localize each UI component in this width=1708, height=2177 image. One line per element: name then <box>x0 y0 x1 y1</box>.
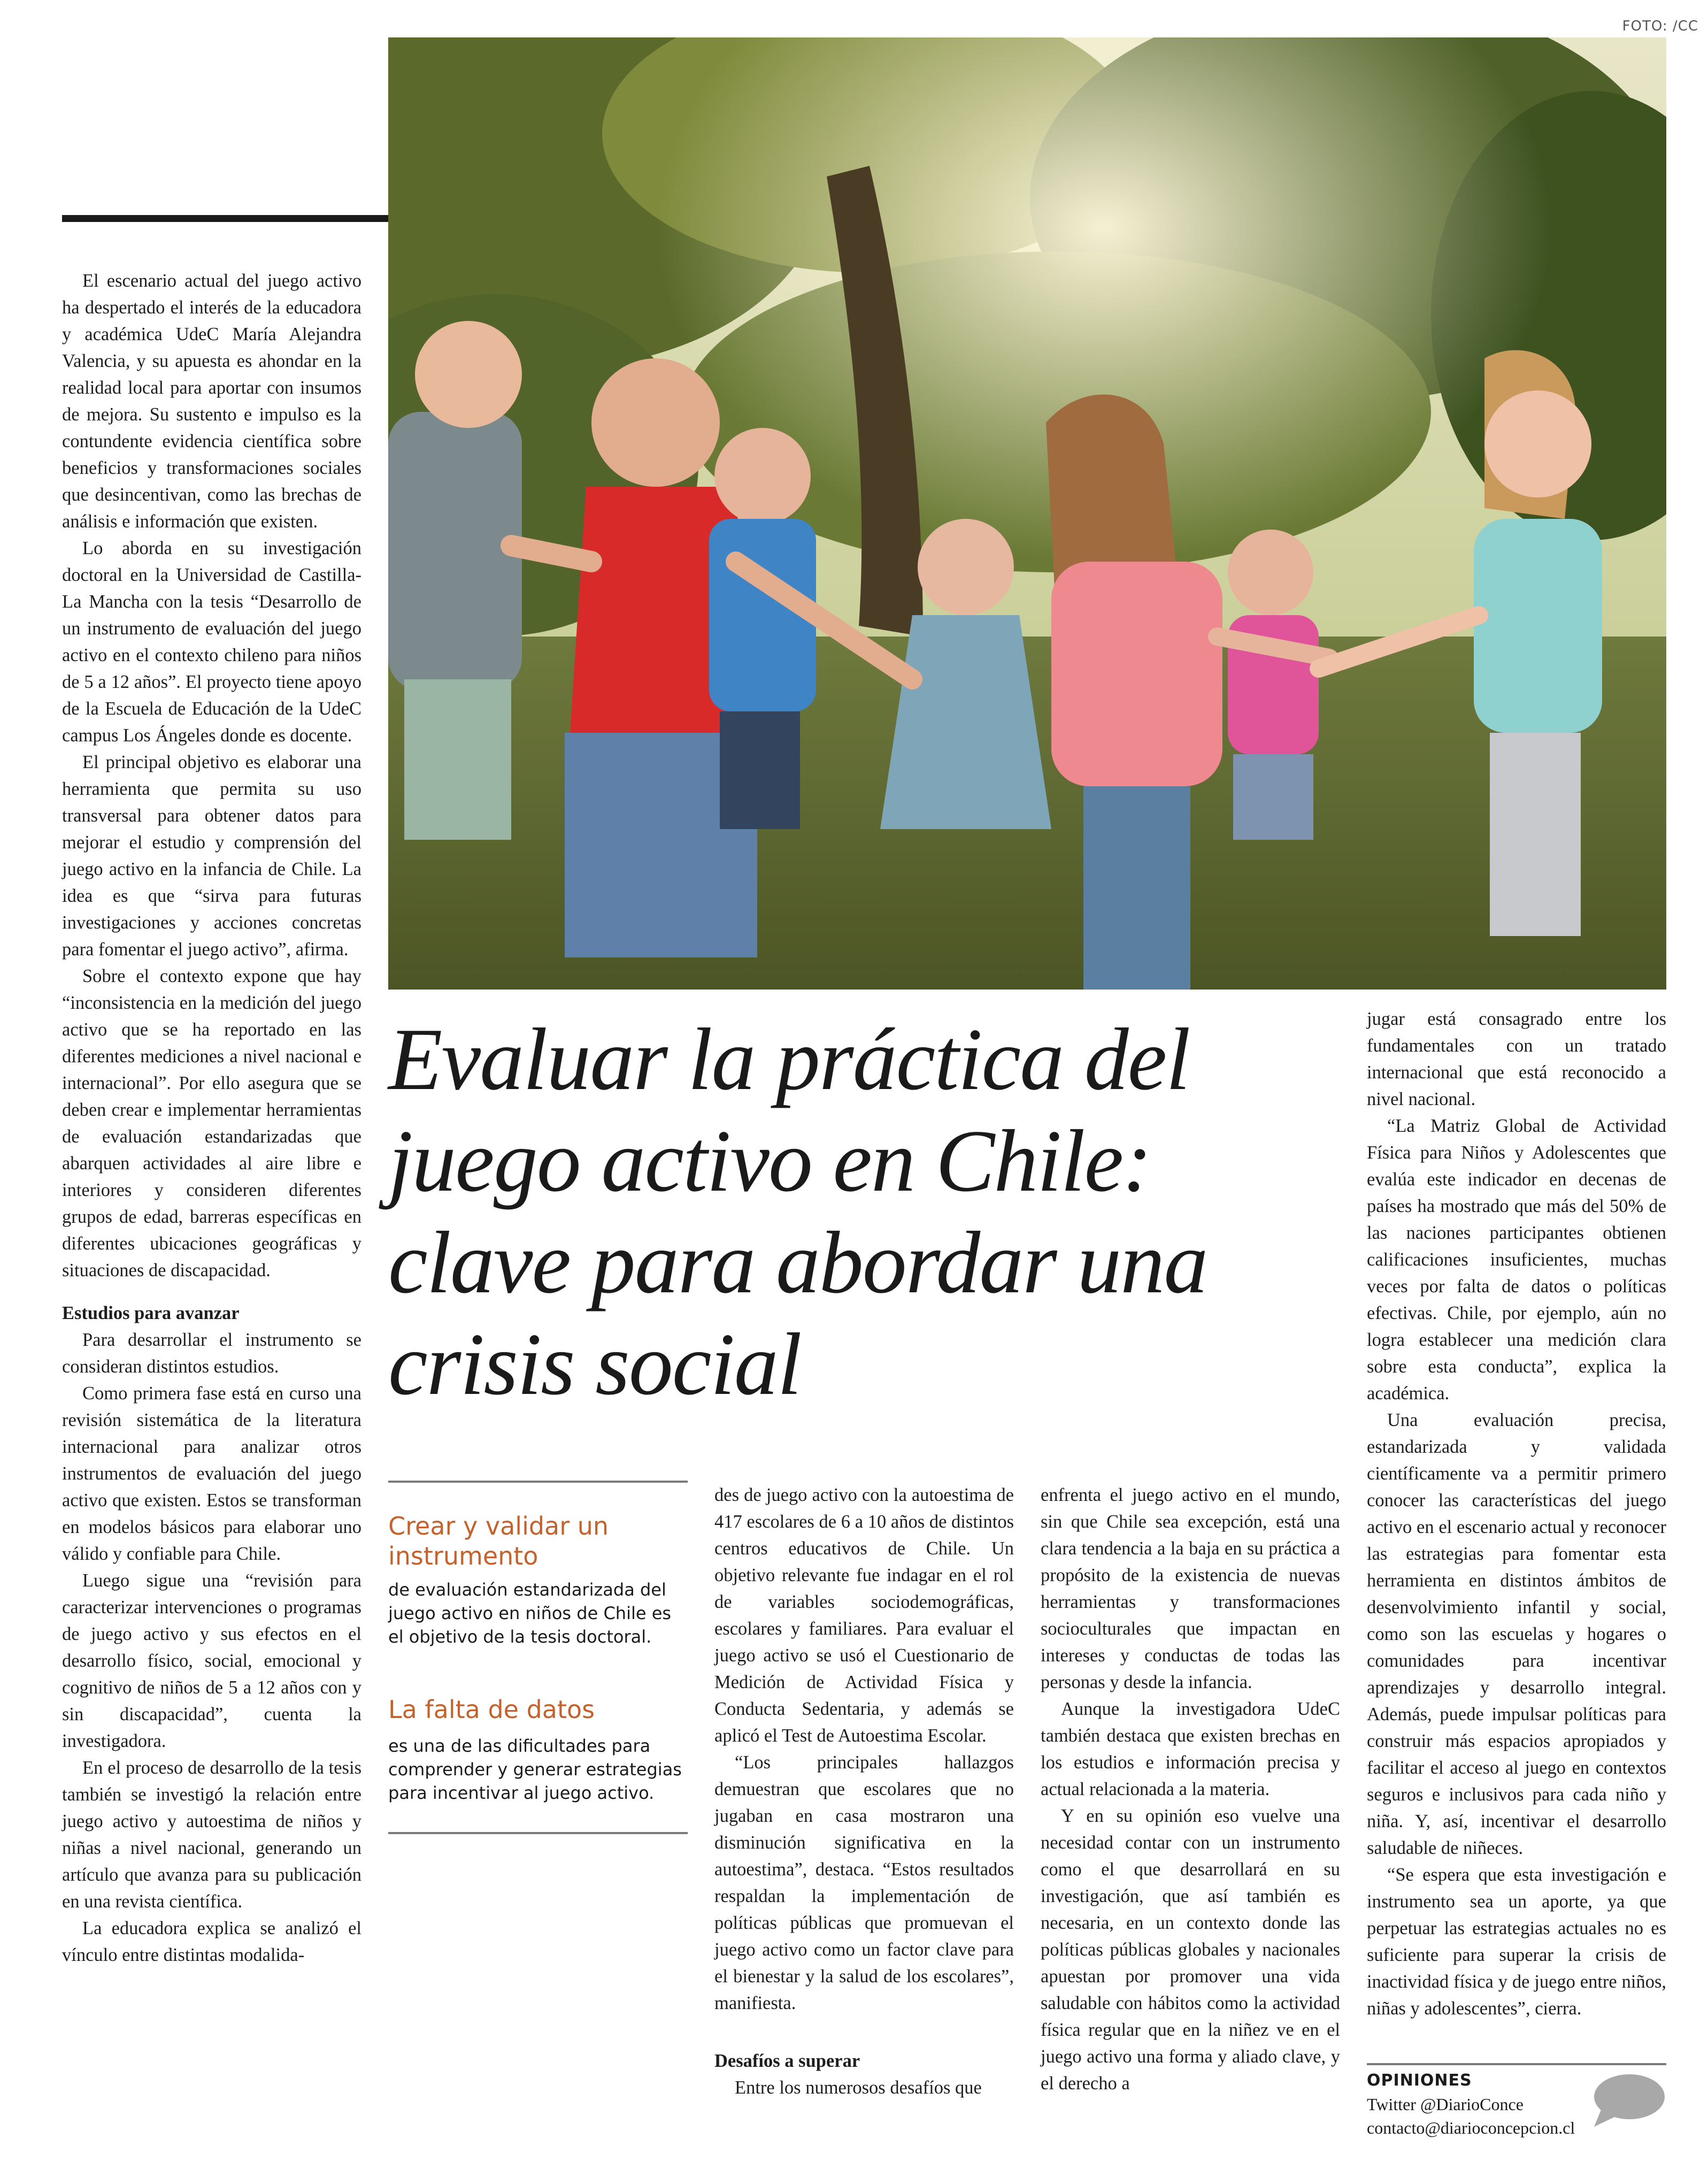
opiniones-email[interactable]: contacto@diarioconcepcion.cl <box>1367 2118 1575 2137</box>
paragraph: Entre los numerosos desafíos que <box>735 2078 982 2098</box>
article-column-4 <box>1041 1482 1340 2097</box>
paragraph: El escenario actual del juego activo ha despertado el interés de la educadora y académica UdeC María Alejandra Valencia, y su apuesta es ahondar en la realidad local para aportar con insumos de mejora. Su sustento e impulso es la contundente evidencia científica sobre beneficios y transformaciones sociales que desincentivan, como las brechas de análisis e información que existen. <box>62 271 361 532</box>
paragraph: La educadora explica se analizó el vínculo entre distintas modalida- <box>62 1918 361 1965</box>
paragraph: En el proceso de desarrollo de la tesis también se investigó la relación entre juego activo y autoestima de niños y niñas a nivel nacional, generando un artículo que avanza para su publicación en una revista científica. <box>62 1758 361 1912</box>
article-column-3 <box>714 1482 1014 2101</box>
article-column-5 <box>1367 1006 1666 2022</box>
callout-heading: Crear y validar un instrumento <box>388 1512 609 1570</box>
paragraph: enfrenta el juego activo en el mundo, sin que Chile sea excepción, está una clara tendencia a la baja en su práctica a propósito de la existencia de nuevas herramientas y transformaciones socioculturales que impactan en intereses y conductas de todas las personas y desde la infancia. <box>1041 1485 1340 1692</box>
callout-rule <box>388 1481 688 1483</box>
paragraph: Para desarrollar el instrumento se consideran distintos estudios. <box>62 1330 361 1377</box>
opiniones-title: OPINIONES <box>1367 2071 1472 2090</box>
paragraph: Lo aborda en su investigación doctoral en la Universidad de Castilla-La Mancha con la tesis “Desarrollo de un instrumento de evaluación del juego activo en el contexto chileno para niños de 5 a 12 años”. El proyecto tiene apoyo de la Escuela de Educación de la UdeC campus Los Ángeles donde es docente. <box>62 538 361 746</box>
paragraph: El principal objetivo es elaborar una herramienta que permita su uso transversal para obtener datos para mejorar el estudio y comprensión del juego activo en la infancia de Chile. La idea es que “sirva para futuras investigaciones y acciones concretas para fomentar el juego activo”, afirma. <box>62 752 361 960</box>
paragraph: jugar está consagrado entre los fundamentales con un tratado internacional que está reconocido a nivel nacional. <box>1367 1009 1666 1109</box>
opiniones-rule <box>1367 2063 1666 2065</box>
callout-heading: La falta de datos <box>388 1695 595 1724</box>
article-column-1 <box>62 267 361 1968</box>
paragraph: Una evaluación precisa, estandarizada y validada científicamente va a permitir primero conocer las características del juego activo en el escenario actual y reconocer las estrategias para fomentar esta herramienta en distintos ámbitos de desenvolvimiento infantil y social, como son las escuelas y hogares o comunidades para incentivar aprendizajes y desarrollo integral. Además, puede impulsar políticas para construir más espacios apropiados y facilitar el acceso al juego en contextos seguros e inclusivos para cada niño y niña. Y, así, incentivar el desarrollo saludable de niñeces. <box>1367 1410 1666 1858</box>
photo-credit: FOTO: /CC <box>1622 18 1698 34</box>
callout-text: de evaluación estandarizada del juego activo en niños de Chile es el objetivo de la tesis doctoral. <box>388 1580 672 1647</box>
opiniones-twitter[interactable]: Twitter @DiarioConce <box>1367 2095 1524 2114</box>
paragraph: Sobre el contexto expone que hay “inconsistencia en la medición del juego activo que se ha reportado en las diferentes mediciones a nivel nacional e internacional”. Por ello asegura que se deben crear e implementar herramientas de evaluación estandarizadas que abarquen actividades al aire libre e interiores y consideren diferentes grupos de edad, barreras específicas en diferentes ubicaciones geográficas y situaciones de discapacidad. <box>62 966 361 1281</box>
section-rule <box>62 215 388 222</box>
callout-rule <box>388 1832 688 1834</box>
paragraph: “Los principales hallazgos demuestran que escolares que no jugaban en casa mostraron una disminución significativa en la autoestima”, destaca. “Estos resultados respaldan la implementación de políticas públicas que promuevan el juego activo como un factor clave para el bienestar y la salud de los escolares”, manifiesta. <box>714 1752 1014 2013</box>
subheading: Desafíos a superar <box>714 2051 860 2071</box>
children-playing-photo <box>388 37 1666 990</box>
paragraph: Luego sigue una “revisión para caracterizar intervenciones o programas de juego activo y sus efectos en el desarrollo físico, social, emocional y cognitivo de niños de 5 a 12 años con y sin discapacidad”, cuenta la investigadora. <box>62 1570 361 1751</box>
paragraph: des de juego activo con la autoestima de 417 escolares de 6 a 10 años de distintos centros educativos de Chile. Un objetivo relevante fue indagar en el rol de variables sociodemográficas, escolares y familiares. Para evaluar el juego activo se usó el Cuestionario de Medición de Actividad Física y Conducta Sedentaria, y además se aplicó el Test de Autoestima Escolar. <box>714 1485 1014 1746</box>
callout-text: es una de las dificultades para comprender y generar estrategias para incentivar al juego activo. <box>388 1736 682 1803</box>
subheading: Estudios para avanzar <box>62 1303 240 1323</box>
paragraph: “La Matriz Global de Actividad Física para Niños y Adolescentes que evalúa este indicador en decenas de países ha mostrado que más del 50% de las naciones participantes obtienen calificaciones insuficientes, muchas veces por falta de datos o políticas efectivas. Chile, por ejemplo, aún no logra establecer una medición clara sobre esta conducta”, explica la académica. <box>1367 1116 1666 1404</box>
headline: Evaluar la práctica del juego activo en Chile: clave para abordar una crisis social <box>388 1010 1207 1413</box>
paragraph: “Se espera que esta investigación e instrumento sea un aporte, ya que perpetuar las estrategias actuales no es suficiente para superar la crisis de inactividad física y de juego entre niños, niñas y adolescentes”, cierra. <box>1367 1865 1666 2019</box>
paragraph: Como primera fase está en curso una revisión sistemática de la literatura internacional para analizar otros instrumentos de evaluación del juego activo que existen. Estos se transforman en modelos básicos para elaborar uno válido y confiable para Chile. <box>62 1383 361 1564</box>
speech-bubble-icon <box>1591 2071 1666 2133</box>
paragraph: Aunque la investigadora UdeC también destaca que existen brechas en los estudios e información precisa y actual relacionada a la materia. <box>1041 1699 1340 1799</box>
paragraph: Y en su opinión eso vuelve una necesidad contar con un instrumento como el que desarrollará en su investigación, que así también es necesaria, en un contexto donde las políticas públicas globales y nacionales apuestan por promover una vida saludable con hábitos como la actividad física regular que en la niñez ve en el juego activo una forma y aliado clave, y el derecho a <box>1041 1806 1340 2094</box>
